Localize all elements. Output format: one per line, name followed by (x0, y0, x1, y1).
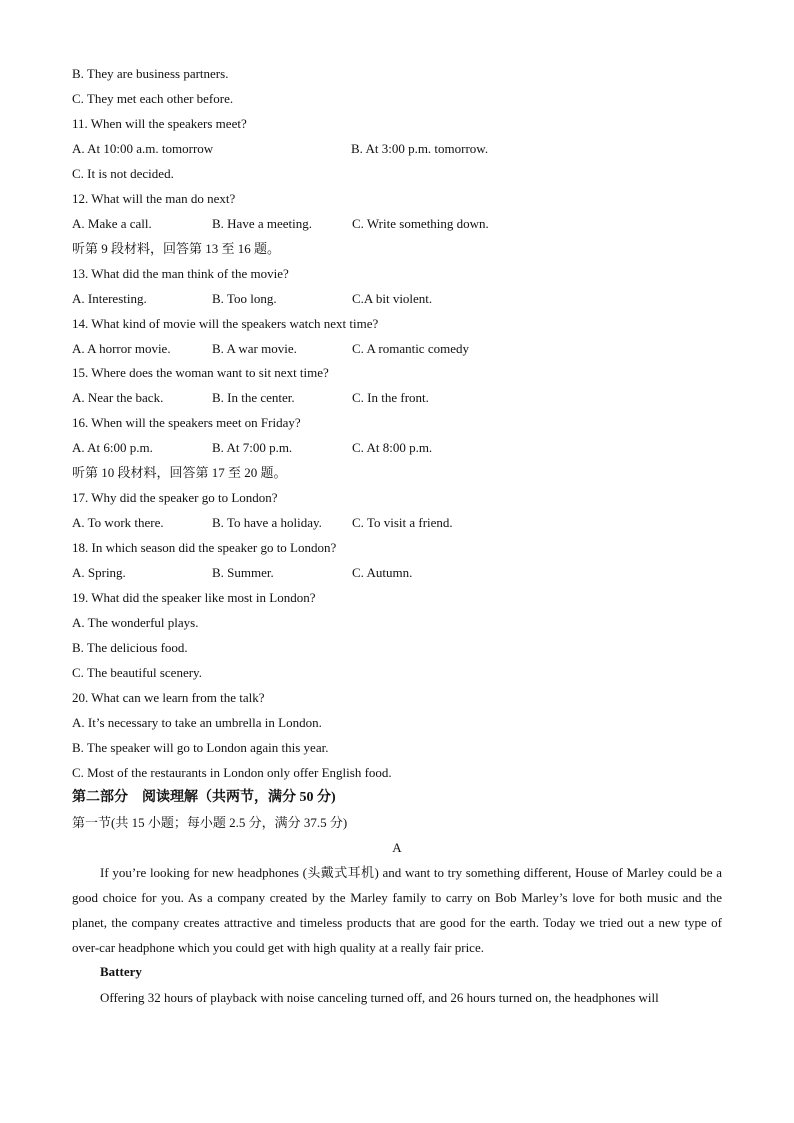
question-15: 15. Where does the woman want to sit next time? (72, 365, 329, 380)
option-c: C. Write something down. (352, 216, 489, 231)
question-14: 14. What kind of movie will the speakers watch next time? (72, 316, 379, 331)
option-b: B. Have a meeting. (212, 216, 312, 231)
option-a: A. To work there. (72, 515, 164, 530)
listening-instruction-9: 听第 9 段材料，回答第 13 至 16 题。 (72, 241, 281, 256)
option-b: B. Too long. (212, 291, 277, 306)
option-b: B. In the center. (212, 390, 295, 405)
option-c: C.A bit violent. (352, 291, 433, 306)
option-a: A. At 10:00 a.m. tomorrow (72, 141, 214, 156)
option-c: C. The beautiful scenery. (72, 665, 202, 680)
question-20: 20. What can we learn from the talk? (72, 690, 265, 705)
option-c: C. It is not decided. (72, 166, 174, 181)
option-a: A. Interesting. (72, 291, 147, 306)
option-b: B. The speaker will go to London again this year. (72, 740, 329, 755)
option-a: A. Spring. (72, 565, 126, 580)
battery-heading: Battery (100, 964, 142, 979)
option-a: A. The wonderful plays. (72, 615, 199, 630)
option-c: C. In the front. (352, 390, 429, 405)
option-line: B. They are business partners. (72, 66, 229, 81)
option-c: C. To visit a friend. (352, 515, 453, 530)
option-line: C. They met each other before. (72, 91, 234, 106)
question-17: 17. Why did the speaker go to London? (72, 490, 278, 505)
option-a: A. It’s necessary to take an umbrella in London. (72, 715, 322, 730)
option-a: A. A horror movie. (72, 341, 171, 356)
question-19: 19. What did the speaker like most in London? (72, 590, 316, 605)
option-b: B. To have a holiday. (212, 515, 322, 530)
option-b: B. At 3:00 p.m. tomorrow. (351, 141, 489, 156)
option-b: B. The delicious food. (72, 640, 188, 655)
option-b: B. Summer. (212, 565, 274, 580)
question-16: 16. When will the speakers meet on Friday? (72, 415, 301, 430)
passage-paragraph: Offering 32 hours of playback with noise canceling turned off, and 26 hours turned on, the headphones will (100, 990, 659, 1005)
option-c: C. A romantic comedy (352, 341, 469, 356)
option-b: B. A war movie. (212, 341, 297, 356)
question-11: 11. When will the speakers meet? (72, 116, 247, 131)
passage-label: A (392, 840, 402, 855)
question-12: 12. What will the man do next? (72, 191, 236, 206)
question-18: 18. In which season did the speaker go to London? (72, 540, 337, 555)
option-c: C. Most of the restaurants in London only offer English food. (72, 765, 392, 780)
option-a: A. Near the back. (72, 390, 164, 405)
option-a: A. Make a call. (72, 216, 152, 231)
option-b: B. At 7:00 p.m. (212, 440, 293, 455)
option-c: C. At 8:00 p.m. (352, 440, 433, 455)
passage-paragraph: If you’re looking for new headphones (头戴式耳机) and want to try something different, House of Marley could be a good choice for you. As a company created by the Marley family to carry on Bob Marley’s love for both music and the planet, the company creates attractive and timeless products that are good for the earth. Today we tried out a new type of over-car headphone which you could get with high quality at a really fair price. (72, 865, 722, 955)
section-one-heading: 第一节(共 15 小题；每小题 2.5 分，满分 37.5 分) (72, 815, 348, 830)
option-a: A. At 6:00 p.m. (72, 440, 153, 455)
option-c: C. Autumn. (352, 565, 413, 580)
part-two-title: 第二部分 阅读理解（共两节，满分 50 分) (72, 790, 336, 805)
question-13: 13. What did the man think of the movie? (72, 266, 289, 281)
listening-instruction-10: 听第 10 段材料，回答第 17 至 20 题。 (72, 465, 287, 480)
